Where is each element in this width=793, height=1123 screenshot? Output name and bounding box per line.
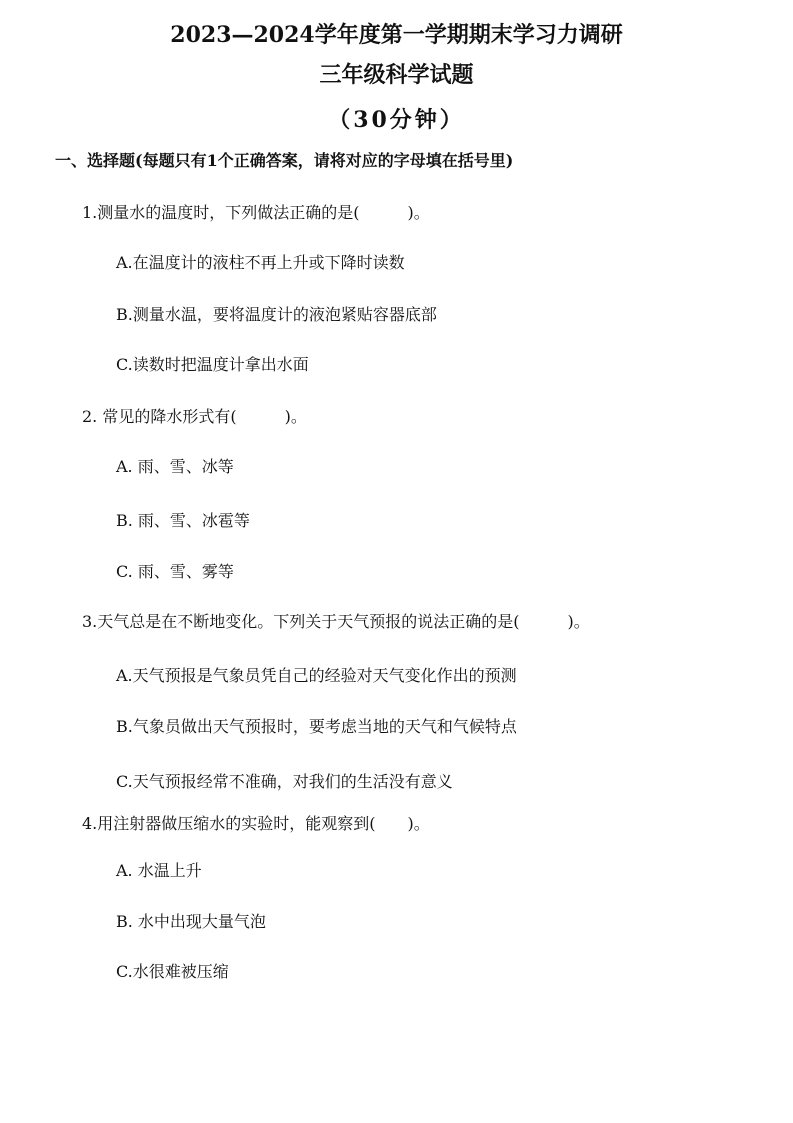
section-heading: 一、选择题(每题只有1个正确答案，请将对应的字母填在括号里): [55, 151, 514, 170]
exam-duration: （30分钟）: [328, 107, 465, 133]
question-option: C.水很难被压缩: [116, 962, 229, 981]
question-stem: 1.测量水的温度时，下列做法正确的是( )。: [82, 203, 430, 222]
question-option: C.天气预报经常不准确，对我们的生活没有意义: [116, 772, 453, 791]
question-option: A. 雨、雪、冰等: [116, 457, 234, 476]
question-option: B.测量水温，要将温度计的液泡紧贴容器底部: [116, 305, 437, 324]
exam-subtitle: 三年级科学试题: [319, 62, 474, 88]
question-option: B.气象员做出天气预报时，要考虑当地的天气和气候特点: [116, 717, 517, 736]
exam-title: 2023—2024学年度第一学期期末学习力调研: [170, 22, 623, 48]
question-option: C. 雨、雪、雾等: [116, 562, 234, 581]
question-option: C.读数时把温度计拿出水面: [116, 355, 309, 374]
question-option: A.在温度计的液柱不再上升或下降时读数: [116, 253, 405, 272]
question-option: A. 水温上升: [116, 861, 202, 880]
question-stem: 4.用注射器做压缩水的实验时，能观察到( )。: [82, 814, 430, 833]
question-option: B. 水中出现大量气泡: [116, 912, 266, 931]
question-stem: 2. 常见的降水形式有( )。: [82, 407, 307, 426]
question-stem: 3.天气总是在不断地变化。下列关于天气预报的说法正确的是( )。: [82, 612, 590, 631]
question-option: B. 雨、雪、冰雹等: [116, 511, 250, 530]
question-option: A.天气预报是气象员凭自己的经验对天气变化作出的预测: [116, 666, 517, 685]
